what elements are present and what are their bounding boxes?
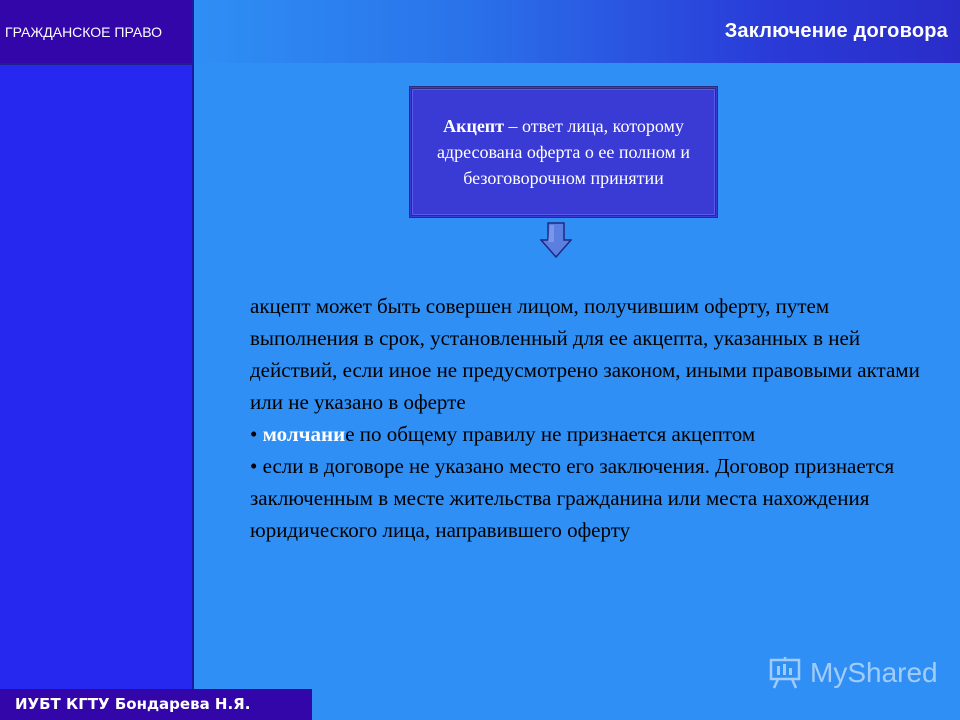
bullet-marker: • (250, 422, 263, 446)
subject-label: ГРАЖДАНСКОЕ ПРАВО (5, 24, 162, 40)
down-arrow-icon (540, 222, 572, 258)
presentation-board-icon (768, 656, 802, 690)
sidebar-header (0, 0, 192, 65)
highlight-term: молчани (262, 422, 346, 446)
sidebar (0, 0, 194, 720)
author-label: ИУБТ КГТУ Бондарева Н.Я. (15, 695, 251, 713)
header-strip (193, 0, 960, 63)
slide-title: Заключение договора (724, 20, 948, 42)
definition-text (412, 113, 715, 191)
bullet-silence (250, 418, 920, 450)
definition-body: – ответ лица, которому адресована оферта о ее полном и безоговорочном принятии (436, 116, 691, 188)
main-text (250, 290, 920, 546)
bullet-silence-rest: е по общему правилу не признается акцептом (345, 422, 756, 446)
definition-box (409, 86, 718, 218)
main-paragraph: акцепт может быть совершен лицом, получившим оферту, путем выполнения в срок, установленный для ее акцепта, указанных в ней действий, если иное не предусмотрено законом, иными правовыми актами или не указано в оферте (250, 294, 920, 414)
definition-term: Акцепт (443, 116, 505, 136)
bullet-place: • если в договоре не указано место его заключения. Договор признается заключенным в месте жительства гражданина или места нахождения юридического лица, направившего оферту (250, 454, 895, 542)
watermark-text: MyShared (810, 657, 938, 688)
footer-bar (0, 689, 312, 720)
watermark (768, 655, 938, 691)
